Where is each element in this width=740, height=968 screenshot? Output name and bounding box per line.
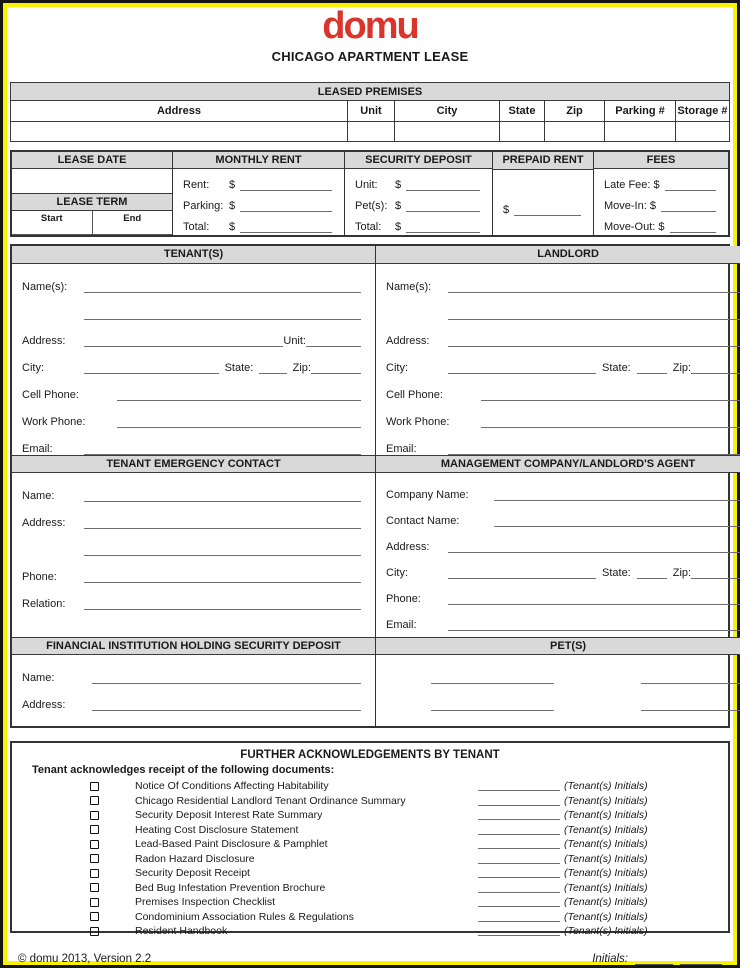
initials-field[interactable] xyxy=(478,912,560,922)
tenant-city-field[interactable] xyxy=(84,361,219,374)
premises-state-cell[interactable] xyxy=(500,122,545,142)
initials-field[interactable] xyxy=(478,839,560,849)
ack-item-label: Security Deposit Receipt xyxy=(135,867,250,880)
deposit-pets-label: Pet(s): xyxy=(355,200,388,213)
page-footer xyxy=(10,953,730,965)
security-deposit-header: SECURITY DEPOSIT xyxy=(345,152,492,169)
security-deposit-column xyxy=(345,152,493,235)
tenant-email-field[interactable] xyxy=(84,442,361,455)
checkbox-inspection[interactable] xyxy=(90,898,99,907)
ack-item-deposit-interest xyxy=(12,808,728,823)
acknowledgements-box xyxy=(10,741,730,938)
landlord-cell-label: Cell Phone: xyxy=(386,389,443,401)
tenant-fields xyxy=(12,264,375,455)
ack-item-lead-paint xyxy=(12,837,728,852)
management-header: MANAGEMENT COMPANY/LANDLORD'S AGENT xyxy=(376,455,740,473)
management-city-field[interactable] xyxy=(448,566,596,579)
management-address-field[interactable] xyxy=(448,540,740,553)
landlord-name-label: Name(s): xyxy=(386,281,432,293)
landlord-fields xyxy=(376,264,740,455)
landlord-work-label: Work Phone: xyxy=(386,416,450,428)
ack-item-bed-bug xyxy=(12,881,728,896)
initials-caption: (Tenant(s) Initials) xyxy=(564,823,648,836)
management-phone-field[interactable] xyxy=(448,592,740,605)
move-out-label: Move-Out: $ xyxy=(604,221,665,234)
lease-date-header: LEASE DATE xyxy=(12,152,172,169)
ack-item-label: Lead-Based Paint Disclosure & Pamphlet xyxy=(135,838,328,851)
lease-form-page xyxy=(7,5,733,965)
ack-item-label: Chicago Residential Landlord Tenant Ordinance Summary xyxy=(135,794,406,807)
deposit-pets-field[interactable] xyxy=(406,199,480,212)
footer-initials-field-2[interactable] xyxy=(680,953,722,965)
lease-end-label: End xyxy=(123,213,142,225)
landlord-address-field[interactable] xyxy=(448,334,740,347)
landlord-work-field[interactable] xyxy=(481,415,740,428)
ack-item-label: Notice Of Conditions Affecting Habitability xyxy=(135,780,329,793)
col-header-zip: Zip xyxy=(545,101,605,122)
premises-unit-cell[interactable] xyxy=(348,122,395,142)
domu-logo: domu xyxy=(322,5,418,47)
checkbox-deposit-receipt[interactable] xyxy=(90,869,99,878)
lease-end-cell[interactable] xyxy=(93,211,173,234)
emergency-address-label: Address: xyxy=(22,517,66,529)
col-header-address: Address xyxy=(11,101,348,122)
prepaid-rent-field[interactable] xyxy=(514,203,581,216)
pet-2-field[interactable] xyxy=(641,671,740,684)
ack-item-label: Heating Cost Disclosure Statement xyxy=(135,823,299,836)
footer-initials xyxy=(592,953,722,965)
lease-date-column xyxy=(12,152,173,235)
parties-box xyxy=(10,244,730,728)
ack-item-label: Premises Inspection Checklist xyxy=(135,896,276,909)
initials-field[interactable] xyxy=(478,781,560,791)
ack-item-habitability xyxy=(12,779,728,794)
fees-header: FEES xyxy=(594,152,728,169)
initials-field[interactable] xyxy=(478,810,560,820)
pet-3-field[interactable] xyxy=(431,698,554,711)
prepaid-rent-column xyxy=(493,152,594,235)
landlord-zip-label: Zip: xyxy=(672,362,692,374)
tenant-address-field[interactable] xyxy=(84,334,283,347)
landlord-cell-field[interactable] xyxy=(481,388,740,401)
initials-caption: (Tenant(s) Initials) xyxy=(564,867,648,880)
move-out-field[interactable] xyxy=(670,220,716,233)
emergency-name-label: Name: xyxy=(22,490,55,502)
initials-caption: (Tenant(s) Initials) xyxy=(564,881,648,894)
lease-start-label: Start xyxy=(40,213,63,225)
landlord-email-field[interactable] xyxy=(448,442,740,455)
rent-amount-field[interactable] xyxy=(240,178,332,191)
emergency-relation-label: Relation: xyxy=(22,598,66,610)
tenant-cell-label: Cell Phone: xyxy=(22,389,79,401)
tenant-unit-field[interactable] xyxy=(306,334,361,347)
checkbox-ordinance[interactable] xyxy=(90,796,99,805)
pets-fields xyxy=(376,655,740,726)
initials-caption: (Tenant(s) Initials) xyxy=(564,925,648,938)
pet-4-field[interactable] xyxy=(641,698,740,711)
management-company-label: Company Name: xyxy=(386,489,469,501)
management-state-label: State: xyxy=(602,567,631,579)
tenant-work-field[interactable] xyxy=(117,415,361,428)
tenant-name-label: Name(s): xyxy=(22,281,68,293)
landlord-city-field[interactable] xyxy=(448,361,596,374)
tenant-name2-field[interactable] xyxy=(84,307,361,320)
tenant-address-label: Address: xyxy=(22,335,66,347)
checkbox-handbook[interactable] xyxy=(90,927,99,936)
ack-item-deposit-receipt xyxy=(12,866,728,881)
financial-name-label: Name: xyxy=(22,672,55,684)
prepaid-rent-header: PREPAID RENT xyxy=(493,152,593,170)
initials-caption: (Tenant(s) Initials) xyxy=(564,794,648,807)
page-title: CHICAGO APARTMENT LEASE xyxy=(271,49,469,64)
tenant-email-label: Email: xyxy=(22,443,53,455)
footer-initials-field-1[interactable] xyxy=(635,953,673,965)
initials-caption: (Tenant(s) Initials) xyxy=(564,780,648,793)
management-city-label: City: xyxy=(386,567,408,579)
management-contact-label: Contact Name: xyxy=(386,515,460,527)
landlord-zip-field[interactable] xyxy=(691,361,740,374)
initials-field[interactable] xyxy=(478,825,560,835)
emergency-fields xyxy=(12,473,375,637)
ack-item-inspection xyxy=(12,895,728,910)
premises-storage-cell[interactable] xyxy=(676,122,730,142)
initials-field[interactable] xyxy=(478,897,560,907)
initials-field[interactable] xyxy=(478,868,560,878)
management-zip-label: Zip: xyxy=(672,567,692,579)
initials-field[interactable] xyxy=(478,796,560,806)
currency-sign: $ xyxy=(229,179,236,192)
monthly-rent-header: MONTHLY RENT xyxy=(173,152,344,169)
landlord-email-label: Email: xyxy=(386,443,417,455)
financial-name-field[interactable] xyxy=(92,671,361,684)
lease-term-cells xyxy=(12,211,172,235)
currency-sign: $ xyxy=(395,179,402,192)
management-email-field[interactable] xyxy=(448,618,740,631)
tenant-state-label: State: xyxy=(224,362,254,374)
ack-item-ordinance xyxy=(12,794,728,809)
initials-field[interactable] xyxy=(478,883,560,893)
management-contact-field[interactable] xyxy=(494,514,740,527)
management-zip-field[interactable] xyxy=(691,566,740,579)
deposit-total-label: Total: xyxy=(355,221,382,234)
landlord-state-label: State: xyxy=(602,362,631,374)
initials-caption: (Tenant(s) Initials) xyxy=(564,852,648,865)
management-state-field[interactable] xyxy=(637,566,667,579)
management-company-field[interactable] xyxy=(494,488,740,501)
management-address-label: Address: xyxy=(386,541,430,553)
landlord-address-label: Address: xyxy=(386,335,430,347)
currency-sign: $ xyxy=(229,221,236,234)
rent-total-label: Total: xyxy=(183,221,210,234)
emergency-phone-label: Phone: xyxy=(22,571,57,583)
ack-item-condo-rules xyxy=(12,910,728,925)
tenant-header: TENANT(S) xyxy=(12,246,375,264)
checkbox-deposit-interest[interactable] xyxy=(90,811,99,820)
emergency-relation-field[interactable] xyxy=(84,597,361,610)
deposit-unit-label: Unit: xyxy=(355,179,378,192)
landlord-city-label: City: xyxy=(386,362,408,374)
financial-address-field[interactable] xyxy=(92,698,361,711)
tenant-column xyxy=(12,246,376,726)
tenant-work-label: Work Phone: xyxy=(22,416,86,428)
ack-item-radon xyxy=(12,852,728,867)
initials-caption: (Tenant(s) Initials) xyxy=(564,809,648,822)
move-in-label: Move-In: $ xyxy=(604,200,656,213)
checkbox-heating-cost[interactable] xyxy=(90,825,99,834)
footer-initials-label: Initials: xyxy=(592,953,628,965)
parking-label: Parking: xyxy=(183,200,224,213)
tenant-zip-field[interactable] xyxy=(311,361,361,374)
ack-item-label: Radon Hazard Disclosure xyxy=(135,852,255,865)
financial-fields xyxy=(12,655,375,726)
lease-term-header: LEASE TERM xyxy=(12,193,172,211)
deposit-unit-field[interactable] xyxy=(406,178,480,191)
ack-item-heating-cost xyxy=(12,823,728,838)
pets-header: PET(S) xyxy=(376,637,740,655)
checkbox-lead-paint[interactable] xyxy=(90,840,99,849)
premises-zip-cell[interactable] xyxy=(545,122,605,142)
emergency-name-field[interactable] xyxy=(84,489,361,502)
monthly-rent-column xyxy=(173,152,345,235)
ack-item-label: Resident Handbook xyxy=(135,925,228,938)
emergency-address2-field[interactable] xyxy=(84,543,361,556)
pet-1-field[interactable] xyxy=(431,671,554,684)
col-header-state: State xyxy=(500,101,545,122)
fees-column xyxy=(594,152,728,235)
initials-caption: (Tenant(s) Initials) xyxy=(564,910,648,923)
emergency-header: TENANT EMERGENCY CONTACT xyxy=(12,455,375,473)
premises-address-cell[interactable] xyxy=(11,122,348,142)
acknowledgements-title: FURTHER ACKNOWLEDGEMENTS BY TENANT xyxy=(240,749,500,761)
move-in-field[interactable] xyxy=(661,199,716,212)
tenant-state-field[interactable] xyxy=(259,361,286,374)
initials-caption: (Tenant(s) Initials) xyxy=(564,838,648,851)
checkbox-habitability[interactable] xyxy=(90,782,99,791)
currency-sign: $ xyxy=(503,204,510,216)
emergency-address-field[interactable] xyxy=(84,516,361,529)
ack-item-label: Condominium Association Rules & Regulations xyxy=(135,910,354,923)
checkbox-condo-rules[interactable] xyxy=(90,912,99,921)
checkbox-radon[interactable] xyxy=(90,854,99,863)
col-header-city: City xyxy=(395,101,500,122)
deposit-total-field[interactable] xyxy=(406,220,480,233)
col-header-storage: Storage # xyxy=(676,101,730,122)
management-fields xyxy=(376,473,740,637)
parking-amount-field[interactable] xyxy=(240,199,332,212)
ack-item-label: Bed Bug Infestation Prevention Brochure xyxy=(135,881,326,894)
tenant-cell-field[interactable] xyxy=(117,388,361,401)
ack-item-handbook xyxy=(12,924,728,939)
landlord-state-field[interactable] xyxy=(637,361,667,374)
copyright-text: © domu 2013, Version 2.2 xyxy=(18,953,152,965)
acknowledgements-intro: Tenant acknowledges receipt of the following documents: xyxy=(32,764,335,776)
premises-parking-cell[interactable] xyxy=(605,122,676,142)
lease-info-band xyxy=(10,150,730,237)
currency-sign: $ xyxy=(395,200,402,213)
lease-date-field[interactable] xyxy=(12,169,172,193)
leased-premises-table xyxy=(10,82,730,142)
management-email-label: Email: xyxy=(386,619,417,631)
financial-header: FINANCIAL INSTITUTION HOLDING SECURITY DEPOSIT xyxy=(12,637,375,655)
management-phone-label: Phone: xyxy=(386,593,421,605)
tenant-name-field[interactable] xyxy=(84,280,361,293)
landlord-column xyxy=(376,246,740,726)
premises-city-cell[interactable] xyxy=(395,122,500,142)
tenant-zip-label: Zip: xyxy=(292,362,311,374)
rent-total-field[interactable] xyxy=(240,220,332,233)
late-fee-label: Late Fee: $ xyxy=(604,179,660,192)
initials-field[interactable] xyxy=(478,926,560,936)
initials-field[interactable] xyxy=(478,854,560,864)
landlord-header: LANDLORD xyxy=(376,246,740,264)
currency-sign: $ xyxy=(229,200,236,213)
landlord-name-field[interactable] xyxy=(448,280,740,293)
initials-caption: (Tenant(s) Initials) xyxy=(564,896,648,909)
landlord-name2-field[interactable] xyxy=(448,307,740,320)
checkbox-bed-bug[interactable] xyxy=(90,883,99,892)
tenant-city-label: City: xyxy=(22,362,44,374)
rent-label: Rent: xyxy=(183,179,210,192)
financial-address-label: Address: xyxy=(22,699,66,711)
lease-start-cell[interactable] xyxy=(12,211,93,234)
col-header-parking: Parking # xyxy=(605,101,676,122)
currency-sign: $ xyxy=(395,221,402,234)
tenant-unit-label: Unit: xyxy=(283,335,306,347)
late-fee-field[interactable] xyxy=(665,178,716,191)
emergency-phone-field[interactable] xyxy=(84,570,361,583)
leased-premises-header: LEASED PREMISES xyxy=(11,83,730,101)
ack-item-label: Security Deposit Interest Rate Summary xyxy=(135,809,323,822)
col-header-unit: Unit xyxy=(348,101,395,122)
